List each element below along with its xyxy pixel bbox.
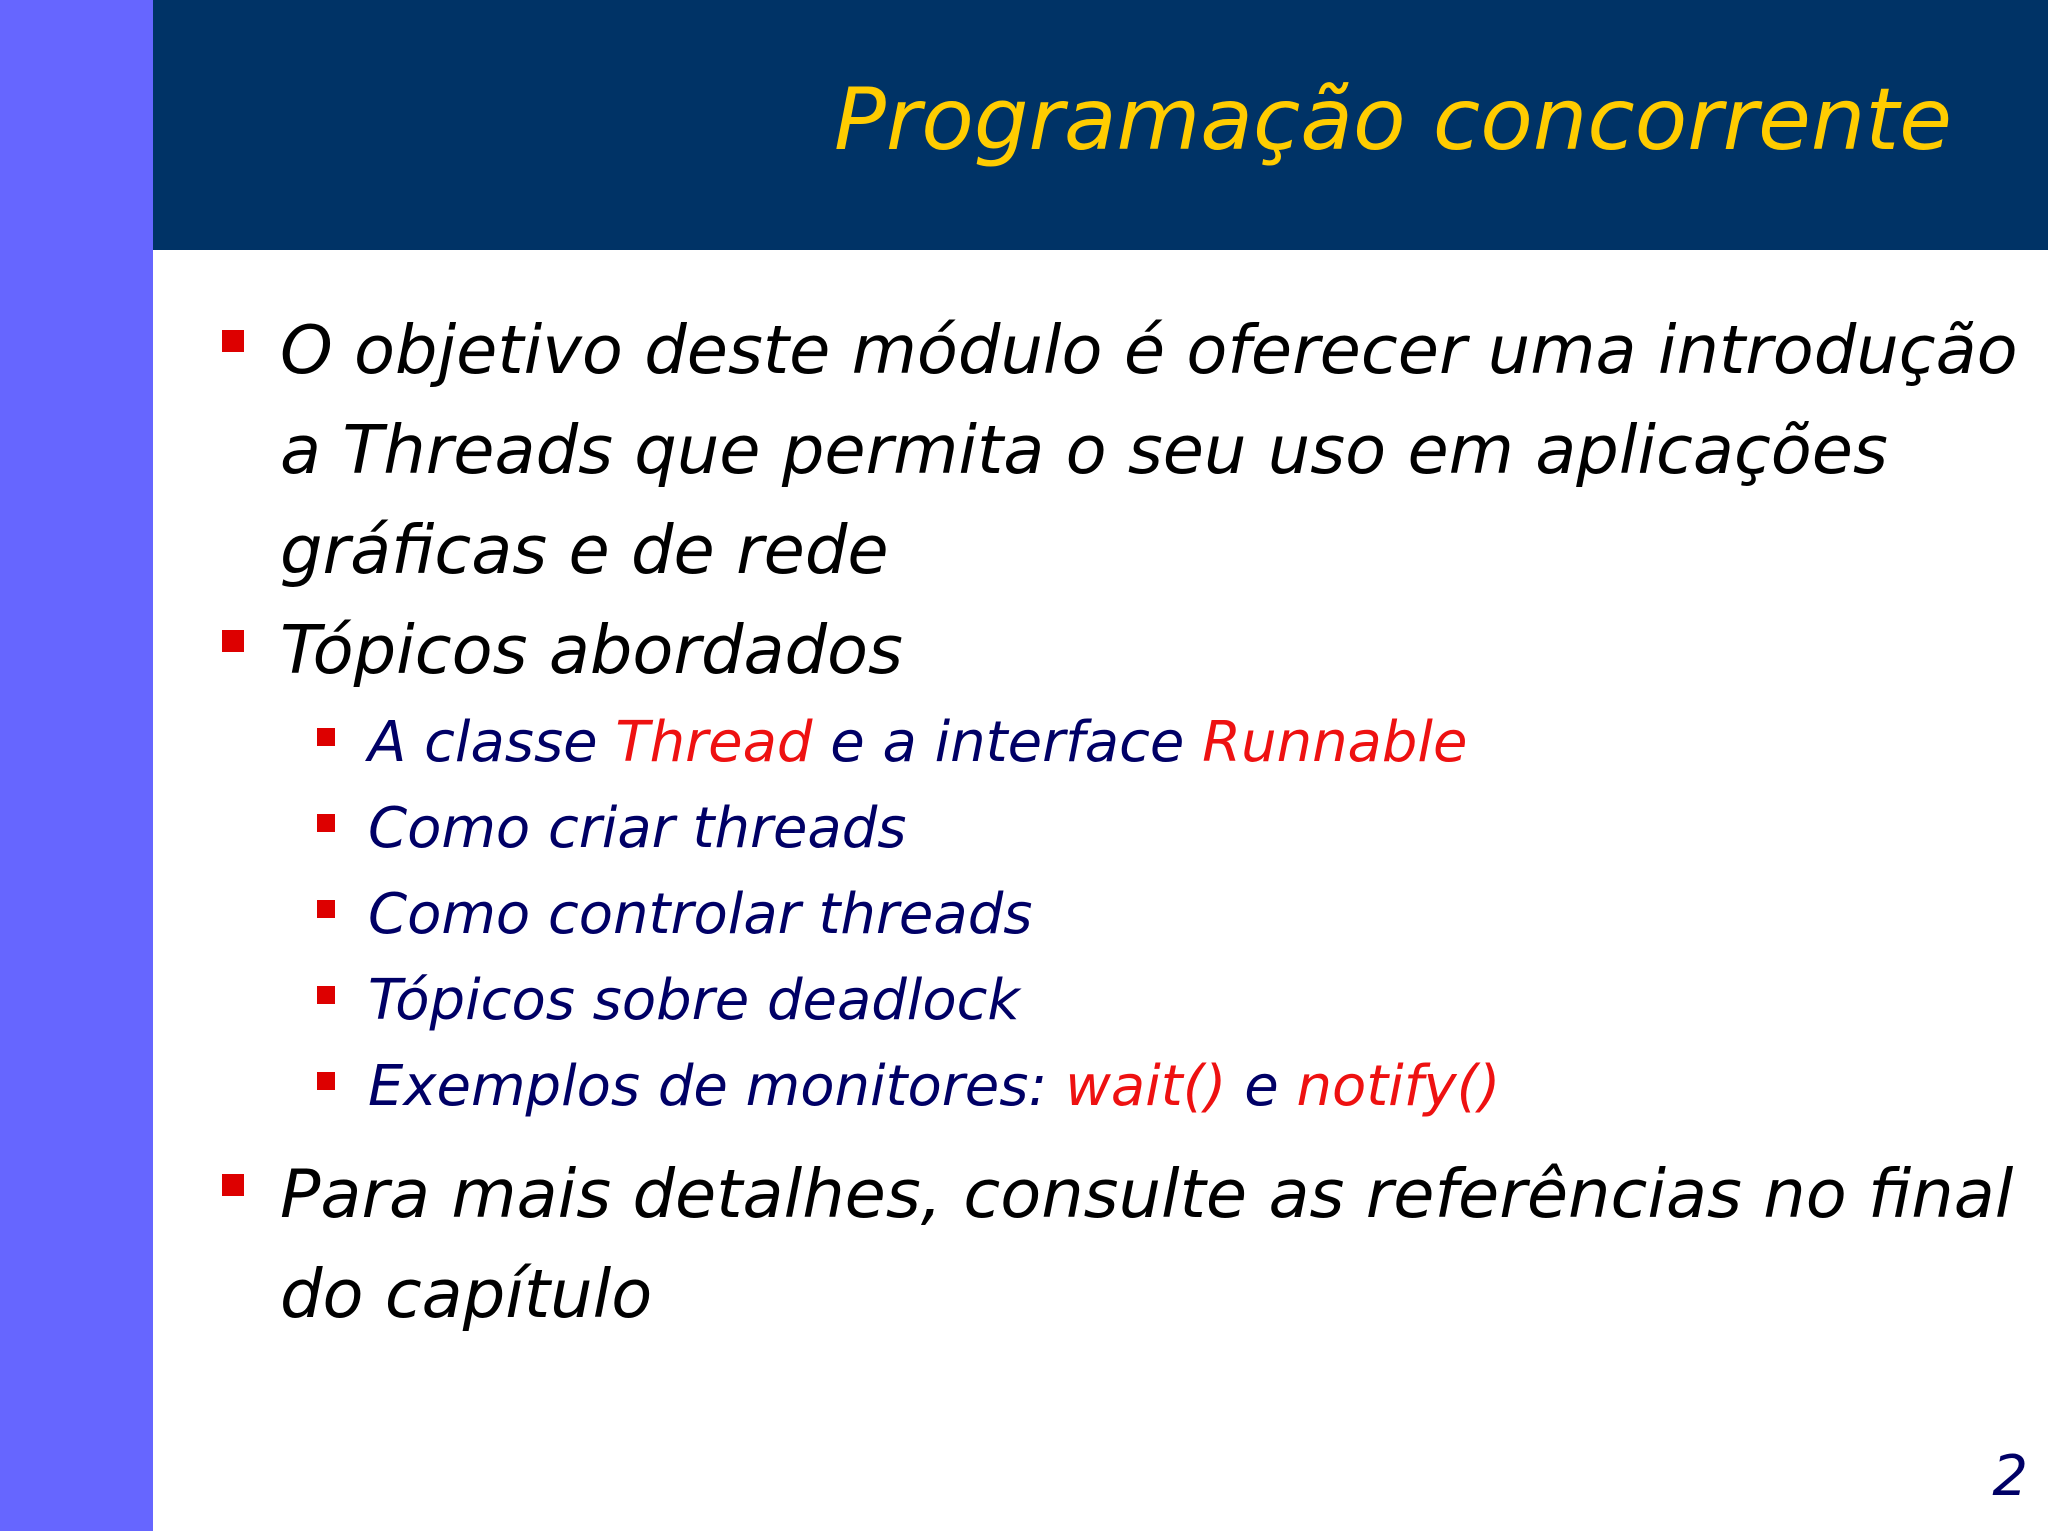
square-bullet-icon: [317, 814, 335, 832]
subitem-thread-class: [218, 700, 1978, 786]
subitem-create-threads: [218, 786, 1978, 872]
keyword-wait: wait(): [1065, 1054, 1227, 1119]
slide-title: Programação concorrente: [834, 70, 1952, 170]
square-bullet-icon: [222, 1174, 244, 1196]
bullet-objective: [218, 300, 2018, 600]
subitem-text: Tópicos sobre deadlock: [368, 968, 1020, 1033]
bullet-topics: [218, 600, 1978, 700]
square-bullet-icon: [317, 900, 335, 918]
square-bullet-icon: [222, 330, 244, 352]
subitem-monitors: [218, 1044, 1978, 1130]
subitem-text: e: [1226, 1054, 1297, 1119]
left-accent-bar: [0, 0, 153, 1531]
subitem-text: Como controlar threads: [368, 882, 1033, 947]
bullet-text-line: Para mais detalhes, consulte as referências no final: [280, 1155, 2014, 1233]
keyword-runnable: Runnable: [1202, 710, 1468, 775]
square-bullet-icon: [317, 1072, 335, 1090]
bullet-text-line: do capítulo: [280, 1255, 653, 1333]
page-number: 2: [1992, 1444, 2028, 1509]
keyword-notify: notify(): [1296, 1054, 1501, 1119]
slide-content: [218, 300, 2018, 1344]
subitem-text: Como criar threads: [368, 796, 907, 861]
keyword-thread: Thread: [615, 710, 813, 775]
title-bar: [153, 0, 2048, 250]
square-bullet-icon: [317, 986, 335, 1004]
bullet-text-line: Tópicos abordados: [280, 611, 903, 689]
subitem-text: A classe: [368, 710, 616, 775]
bullet-text-line: a Threads que permita o seu uso em aplicações: [280, 411, 1888, 489]
subitem-text: e a interface: [812, 710, 1203, 775]
subitem-deadlock: [218, 958, 1978, 1044]
bullet-text-line: gráficas e de rede: [280, 511, 889, 589]
square-bullet-icon: [317, 728, 335, 746]
subitem-text: Exemplos de monitores:: [368, 1054, 1066, 1119]
bullet-text-line: O objetivo deste módulo é oferecer uma introdução: [280, 311, 2018, 389]
square-bullet-icon: [222, 630, 244, 652]
subitem-control-threads: [218, 872, 1978, 958]
bullet-references: [218, 1144, 2014, 1344]
